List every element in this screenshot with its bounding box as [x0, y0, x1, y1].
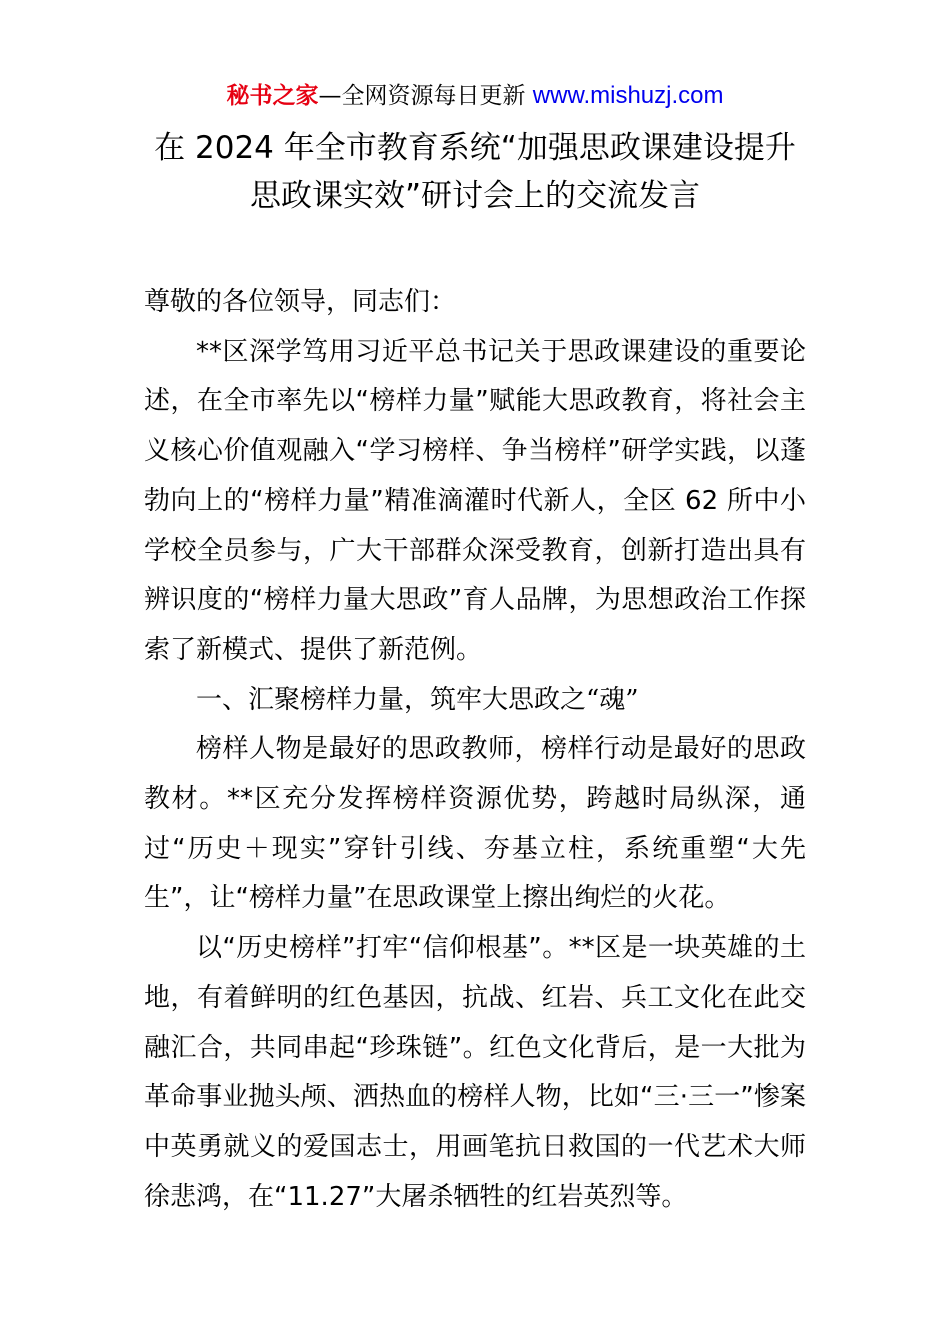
title-line-1: 在 2024 年全市教育系统“加强思政课建设提升	[154, 130, 796, 166]
document-body	[144, 278, 806, 1222]
banner-url-link[interactable]: www.mishuzj.com	[532, 82, 724, 109]
section-heading-1: 一、汇聚榜样力量，筑牢大思政之“魂”	[196, 684, 639, 715]
site-banner	[0, 80, 950, 112]
paragraph-historical-models: 以“历史榜样”打牢“信仰根基”。**区是一块英雄的土地，有着鲜明的红色基因，抗战、红岩、兵工文化在此交融汇合，共同串起“珍珠链”。红色文化背后，是一大批为革命事业抛头颅、洒热血的榜样人物，比如“三·三一”惨案中英勇就义的爱国志士，用画笔抗日救国的一代艺术大师徐悲鸿，在“11.27”大屠杀牺牲的红岩英烈等。	[144, 933, 806, 1212]
title-line-2: 思政课实效”研讨会上的交流发言	[249, 178, 701, 214]
banner-slogan: —全网资源每日更新	[318, 83, 533, 109]
paragraph-intro: **区深学笃用习近平总书记关于思政课建设的重要论述，在全市率先以“榜样力量”赋能大思政教育，将社会主义核心价值观融入“学习榜样、争当榜样”研学实践，以蓬勃向上的“榜样力量”精准滴灌时代新人，全区 62 所中小学校全员参与，广大干部群众深受教育，创新打造出具有辨识度的“榜样力量大思政”育人品牌，为思想政治工作探索了新模式、提供了新范例。	[144, 336, 806, 665]
document-title	[0, 124, 950, 220]
paragraph-role-models: 榜样人物是最好的思政教师，榜样行动是最好的思政教材。**区充分发挥榜样资源优势，跨越时局纵深，通过“历史＋现实”穿针引线、夯基立柱，系统重塑“大先生”，让“榜样力量”在思政课堂上擦出绚烂的火花。	[144, 734, 806, 914]
salutation: 尊敬的各位领导，同志们：	[144, 287, 457, 317]
banner-brand: 秘书之家	[226, 83, 319, 109]
